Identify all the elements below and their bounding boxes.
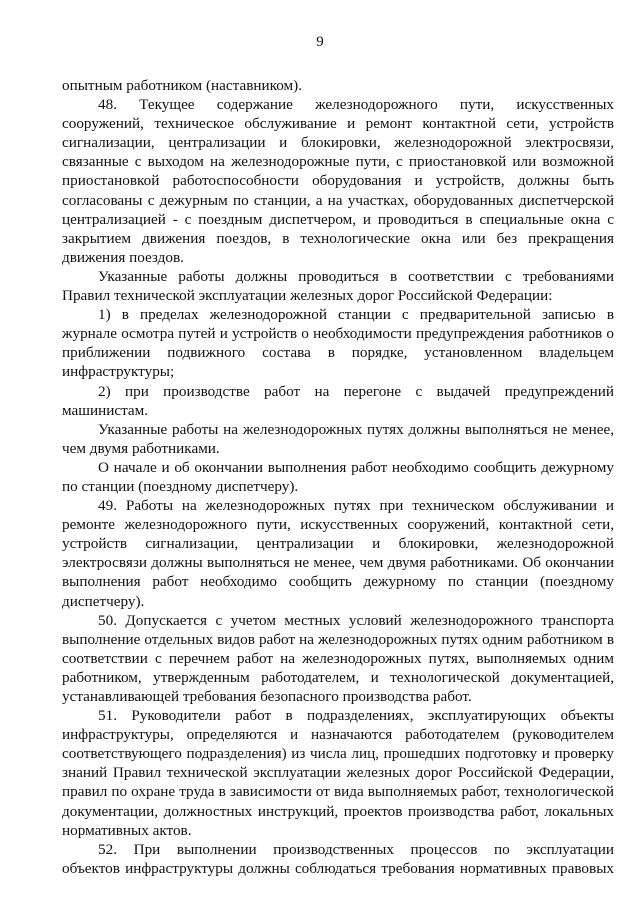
paragraph-line: чем двумя работниками. — [62, 439, 220, 457]
paragraph-line: согласованы с дежурным по станции, а на участках, оборудованных диспетчерской — [62, 191, 614, 209]
paragraph-line: движения поездов. — [62, 248, 184, 266]
paragraph-line: нормативных актов. — [62, 821, 192, 839]
paragraph-line: 48. Текущее содержание железнодорожного пути, искусственных — [98, 96, 614, 114]
text-body — [62, 76, 614, 878]
paragraph-line: сигнализации, централизации и блокировки, железнодорожной электросвязи, — [62, 134, 614, 152]
paragraph-line: сооружений, техническое обслуживание и ремонт контактной сети, устройств — [62, 115, 614, 133]
paragraph-line: инфраструктуры; — [62, 363, 175, 381]
paragraph-line: правил по охране труда в зависимости от вида выполняемых работ, технологической — [62, 783, 614, 801]
paragraph-line: Указанные работы на железнодорожных путях должны выполняться не менее, — [98, 420, 614, 438]
paragraph-line: машинистам. — [62, 401, 149, 419]
paragraph — [62, 420, 614, 458]
paragraph-line: знаний Правил технической эксплуатации железных дорог Российской Федерации, — [62, 764, 614, 782]
paragraph-line: 52. При выполнении производственных процессов по эксплуатации — [98, 840, 614, 858]
paragraph — [62, 496, 614, 611]
paragraph-line: по станции (поездному диспетчеру). — [62, 477, 299, 495]
paragraph — [62, 305, 614, 381]
paragraph — [62, 382, 614, 420]
paragraph — [62, 267, 614, 305]
paragraph-line: 49. Работы на железнодорожных путях при техническом обслуживании и — [98, 497, 614, 515]
paragraph-line: инфраструктуры, определяются и назначаются работодателем (руководителем — [62, 726, 614, 744]
paragraph-line: выполнение отдельных видов работ на железнодорожных путях одним работником в — [62, 630, 614, 648]
paragraph-line: документации, должностных инструкций, проектов производства работ, локальных — [62, 802, 614, 820]
paragraph-line: приостановкой работоспособности оборудования и устройств, должны быть — [62, 172, 614, 190]
paragraph-line: опытным работником (наставником). — [62, 77, 303, 94]
paragraph-line: соответствующего подразделения) из числа лиц, прошедших подготовку и проверку — [62, 745, 614, 763]
paragraph-line: 50. Допускается с учетом местных условий железнодорожного транспорта — [98, 611, 614, 629]
paragraph-line: приближении подвижного состава в порядке, установленном владельцем — [62, 344, 614, 362]
paragraph-line: 51. Руководители работ в подразделениях, эксплуатирующих объекты — [98, 707, 614, 725]
paragraph-line: устройств сигнализации, централизации и блокировки, железнодорожной — [62, 535, 614, 553]
paragraph-line: Указанные работы должны проводиться в соответствии с требованиями — [98, 267, 614, 285]
paragraph-line: централизацией - с поездным диспетчером, и проводиться в специальные окна с — [62, 210, 614, 228]
paragraph — [62, 706, 614, 840]
paragraph-line: журнале осмотра путей и устройств о необходимости предупреждения работников о — [62, 325, 614, 343]
paragraph-line: работником, утвержденным работодателем, и технологической документацией, — [62, 668, 614, 686]
paragraph-line: выполнения работ необходимо сообщить дежурному по станции (поездному — [62, 573, 614, 591]
paragraph-line: соответствии с перечнем работ на железнодорожных путях, выполняемых одним — [62, 649, 614, 667]
paragraph-line: связанные с выходом на железнодорожные пути, с приостановкой или возможной — [62, 153, 614, 171]
paragraph-line: 1) в пределах железнодорожной станции с предварительной записью в — [98, 306, 614, 324]
paragraph-line: О начале и об окончании выполнения работ необходимо сообщить дежурному — [98, 458, 614, 476]
paragraph-line: ремонте железнодорожного пути, искусственных сооружений, контактной сети, — [62, 516, 614, 534]
paragraph-line: объектов инфраструктуры должны соблюдаться требования нормативных правовых — [62, 859, 614, 877]
paragraph-line: закрытием движения поездов, в технологические окна или без прекращения — [62, 229, 614, 247]
paragraph-line: устанавливающей требования безопасного производства работ. — [62, 688, 472, 705]
paragraph-line: электросвязи должны выполняться не менее, чем двумя работниками. Об окончании — [62, 554, 614, 572]
paragraph — [62, 611, 614, 706]
paragraph — [62, 76, 614, 95]
paragraph-line: диспетчеру). — [62, 592, 145, 610]
paragraph — [62, 840, 614, 878]
paragraph-line: 2) при производстве работ на перегоне с выдачей предупреждений — [98, 382, 614, 400]
paragraph — [62, 458, 614, 496]
page-number: 9 — [316, 34, 324, 50]
paragraph — [62, 95, 614, 267]
paragraph-line: Правил технической эксплуатации железных дорог Российской Федерации: — [62, 287, 553, 305]
